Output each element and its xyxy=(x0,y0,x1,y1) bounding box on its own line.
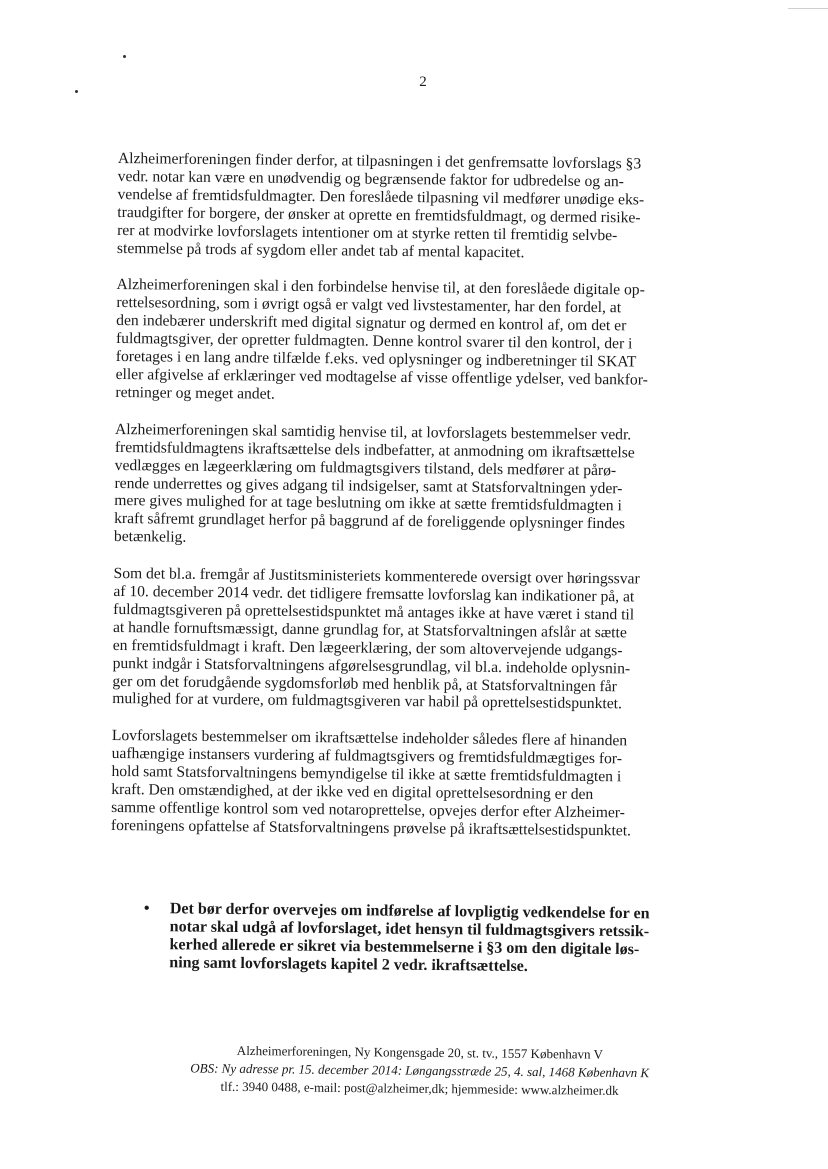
text-line: vedr. notar kan være en unødvendig og begrænsende faktor for udbredelse og an- xyxy=(117,167,625,191)
text-line: notar skal udgå af lovforslaget, idet hensyn til fuldmagtsgivers retssik- xyxy=(169,918,650,941)
text-line: mere gives mulighed for at tage beslutning om ikke at sætte fremtidsfuldmagten i xyxy=(114,492,622,515)
text-line: Som det bl.a. fremgår af Justitsministeriets kommenterede oversigt over høringssvar xyxy=(113,565,640,588)
recommendation-bullet xyxy=(143,900,724,978)
text-line: den indebærer underskrift med digital signatur og dermed en kontrol af, om det er xyxy=(116,312,627,335)
text-line: Alzheimerforeningen skal i den forbindelse henvise til, at den foreslåede digitale op- xyxy=(116,276,645,299)
text-line: ger om det forudgående sygdomsforløb med henblik på, at Statsforvaltningen får xyxy=(112,672,618,695)
text-line: Alzheimerforeningen finder derfor, at tilpasningen i det genfremsatte lovforslags §3 xyxy=(117,150,642,173)
paragraph-1 xyxy=(117,150,718,264)
paragraph-4 xyxy=(112,565,713,715)
text-line: vendelse af fremtidsfuldmagter. Den foreslåede tilpasning vil medfører unødige eks- xyxy=(117,185,645,209)
letter-footer xyxy=(149,1041,690,1101)
text-line: Det bør derfor overvejes om indførelse af lovpligtig vedkendelse for en xyxy=(169,900,650,923)
text-line: rer at modvirke lovforslagets intentioner om at styrke retten til fremtidig selvbe- xyxy=(117,221,618,244)
text-line: punkt indgår i Statsforvaltningens afgørelsesgrundlag, vil bl.a. indeholde oplysnin- xyxy=(112,654,631,678)
text-line: hold samt Statsforvaltningens bemyndigelse til ikke at sætte fremtidsfuldmagten i xyxy=(111,763,622,786)
text-line: samme offentlige kontrol som ved notaroprettelse, opvejes derfor efter Alzheimer- xyxy=(111,798,626,822)
text-line: kerhed allerede er sikret via bestemmelserne i §3 om den digitale løs- xyxy=(169,936,640,959)
text-line: rende underrettes og gives adgang til indsigelser, samt at Statsforvaltningen yder- xyxy=(114,474,623,497)
text-line: at handle fornuftsmæssigt, danne grundlag for, at Statsforvaltningen afslår at sætte xyxy=(112,618,627,642)
text-line: foreningens opfattelse af Statsforvaltningens prøvelse på ikraftsættelsestidspunktet. xyxy=(110,816,632,840)
bullet-marker: • xyxy=(143,900,150,918)
text-line: foretages i en lang andre tilfælde f.eks. ved oplysninger og indberetninger til SKAT xyxy=(115,348,637,371)
letter-body xyxy=(111,150,718,860)
footer-contact: tlf.: 3940 0488, e-mail: post@alzheimer,dk; hjemmeside: www.alzheimer.dk xyxy=(220,1078,619,1098)
page-number: 2 xyxy=(419,74,427,90)
text-line: betænkelig. xyxy=(113,528,187,546)
paragraph-3 xyxy=(114,421,715,553)
text-line: mulighed for at vurdere, om fuldmagtsgiveren var habil på oprettelsestidspunktet. xyxy=(112,690,623,713)
text-line: uafhængige instansers vurdering af fuldmagtsgivers og fremtidsfuldmægtiges for- xyxy=(111,745,623,768)
text-line: fuldmagtsgiver, der opretter fuldmagten. Denne kontrol svarer til den kontrol, der i xyxy=(115,330,633,353)
text-line: traudgifter for borgere, der ønsker at oprette en fremtidsfuldmagt, og dermed risike- xyxy=(117,203,641,227)
text-line: Lovforslagets bestemmelser om ikraftsættelse indeholder således flere af hinanden xyxy=(111,727,628,750)
text-line: stemmelse på trods af sygdom eller andet tab af mental kapacitet. xyxy=(116,239,525,261)
text-line: fremtidsfuldmagtens ikraftsættelse dels indbefatter, at anmodning om ikraftsættelse xyxy=(114,438,635,462)
text-line: af 10. december 2014 vedr. det tidligere fremsatte lovforslag kan indikationer på, at xyxy=(113,583,635,606)
footer-new-address: OBS: Ny adresse pr. 15. december 2014: Løngangsstræde 25, 4. sal, 1468 København K xyxy=(190,1060,650,1081)
text-line: en fremtidsfuldmagt i kraft. Den lægeerklæring, der som altovervejende udgangs- xyxy=(112,636,623,660)
text-line: eller afgivelse af erklæringer ved modtagelse af visse offentlige ydelser, ved bankfor- xyxy=(115,365,648,389)
paragraph-5 xyxy=(111,727,712,841)
text-line: rettelsesordning, som i øvrigt også er valgt ved livstestamenter, har den fordel, at xyxy=(116,294,622,317)
text-line: kraft såfremt grundlaget herfor på baggrund af de foreliggende oplysninger findes xyxy=(114,510,626,533)
scan-edge-line xyxy=(788,8,828,9)
text-line: kraft. Den omstændighed, at der ikke ved en digital oprettelsesordning er den xyxy=(111,781,594,804)
text-line: fuldmagtsgiveren på oprettelsestidspunktet må antages ikke at have været i stand til xyxy=(113,600,635,624)
text-line: retninger og meget andet. xyxy=(115,383,275,403)
bullet-text xyxy=(169,900,724,978)
text-line: ning samt lovforslagets kapitel 2 vedr. ikraftsættelse. xyxy=(169,954,528,976)
paragraph-2 xyxy=(115,276,716,408)
footer-address: Alzheimerforeningen, Ny Kongensgade 20, st. tv., 1557 København V xyxy=(236,1042,604,1062)
scan-speck xyxy=(123,55,126,58)
text-line: Alzheimerforeningen skal samtidig henvise til, at lovforslagets bestemmelser vedr. xyxy=(114,420,632,444)
text-line: vedlægges en lægeerklæring om fuldmagtsgivers tilstand, dels medfører at pårø- xyxy=(114,456,617,479)
